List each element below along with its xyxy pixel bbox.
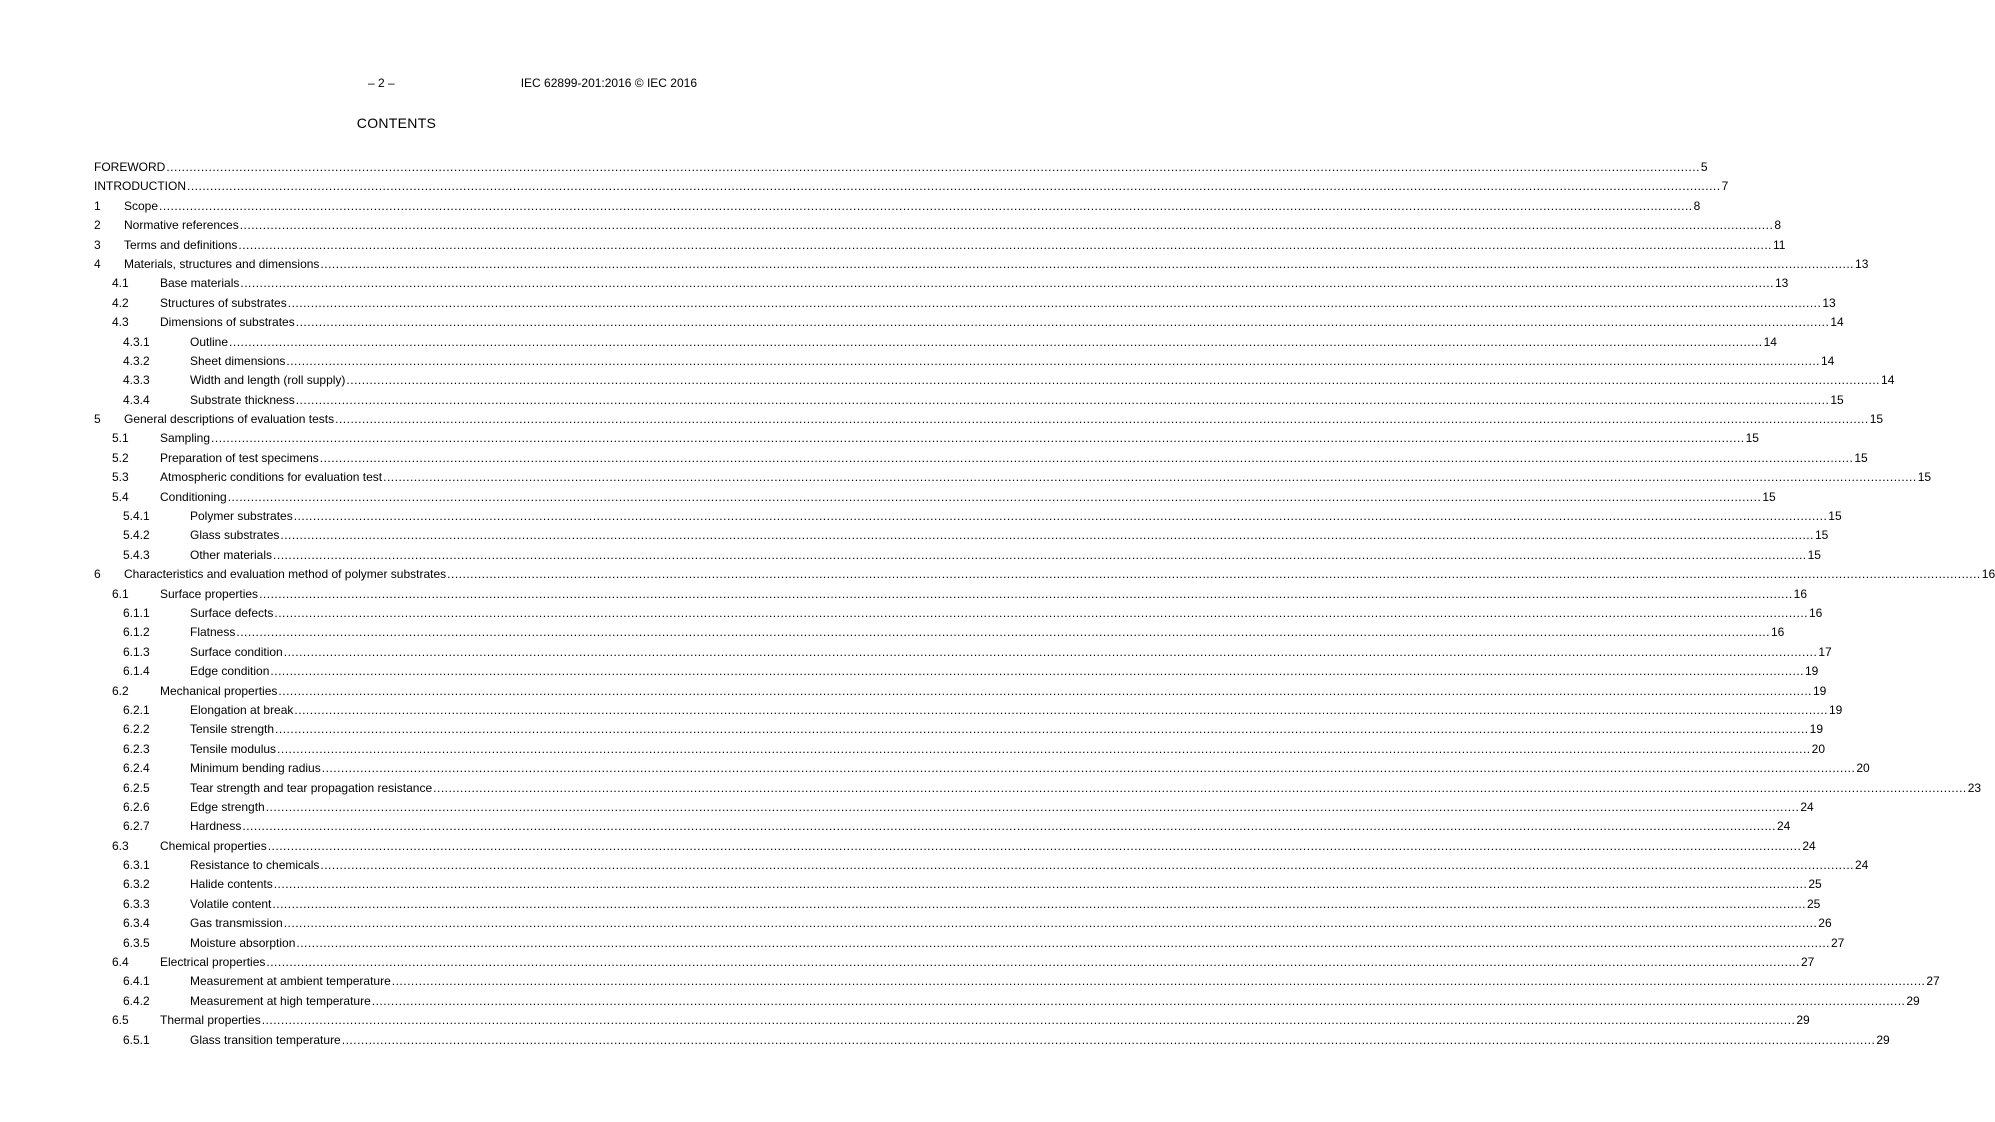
toc-page-number: 25 (1807, 896, 1821, 911)
toc-section-number: 6.1.2 (123, 625, 150, 640)
toc-section-title: Minimum bending radius (190, 759, 322, 778)
toc-page-number: 19 (1829, 702, 1843, 717)
toc-dot-leader: ................................................................................................................................................................................................................................................................................................................................................................................................................ (159, 198, 1693, 213)
toc-entry[interactable] (94, 313, 1844, 332)
toc-entry[interactable] (94, 565, 1995, 584)
toc-section-title: Other materials (190, 546, 273, 565)
toc-section-title: Base materials (160, 274, 240, 293)
toc-entry-line (190, 817, 1791, 836)
toc-dot-leader: ................................................................................................................................................................................................................................................................................................................................................................................................................ (278, 683, 1812, 698)
toc-dot-leader: ................................................................................................................................................................................................................................................................................................................................................................................................................ (267, 838, 1802, 853)
toc-section-title: Elongation at break (190, 701, 294, 720)
toc-section-number: 6.4.2 (123, 993, 150, 1008)
toc-page-number: 19 (1809, 722, 1823, 737)
toc-section-title: Measurement at high temperature (190, 992, 372, 1011)
toc-section-number: 5.4 (112, 489, 129, 504)
toc-page-number: 15 (1814, 528, 1829, 543)
toc-entry-line (160, 953, 1815, 972)
document-reference: IEC 62899-201:2016 © IEC 2016 (520, 76, 697, 90)
toc-entry-line (160, 682, 1827, 701)
toc-section-title: Glass transition temperature (190, 1031, 342, 1050)
toc-entry-line (160, 1011, 1810, 1030)
toc-section-number: 6.5 (112, 1013, 129, 1028)
toc-entry[interactable] (94, 779, 1982, 798)
toc-section-title: Measurement at ambient temperature (190, 972, 392, 991)
toc-section-number: 4.3.1 (123, 334, 150, 349)
toc-entry[interactable] (94, 294, 1836, 313)
toc-section-number: 5.2 (112, 450, 129, 465)
toc-entry-line (160, 468, 1932, 487)
toc-entry[interactable] (94, 158, 1708, 177)
toc-section-number: 6.3.1 (123, 858, 150, 873)
toc-section-title: Normative references (124, 216, 240, 235)
toc-entry[interactable] (94, 507, 1842, 526)
toc-dot-leader: ................................................................................................................................................................................................................................................................................................................................................................................................................ (296, 935, 1830, 950)
toc-section-number: 4.3.2 (123, 353, 150, 368)
toc-section-title: General descriptions of evaluation tests (124, 410, 335, 429)
toc-page-number: 13 (1774, 276, 1789, 291)
toc-section-number: 6.2.4 (123, 761, 150, 776)
toc-dot-leader: ................................................................................................................................................................................................................................................................................................................................................................................................................ (240, 276, 1774, 291)
toc-entry[interactable] (94, 604, 1823, 623)
toc-entry[interactable] (94, 585, 1808, 604)
toc-section-title: Surface properties (160, 585, 259, 604)
toc-entry-line (190, 720, 1823, 739)
toc-entry[interactable] (94, 643, 1832, 662)
toc-section-number: 6.4 (112, 955, 129, 970)
toc-page-number: 19 (1813, 683, 1827, 698)
toc-entry-line (190, 798, 1814, 817)
toc-section-number: 6.2.5 (123, 780, 150, 795)
table-of-contents (94, 158, 1995, 1050)
toc-dot-leader: ................................................................................................................................................................................................................................................................................................................................................................................................................ (273, 547, 1807, 562)
toc-entry[interactable] (94, 798, 1814, 817)
toc-section-title: Electrical properties (160, 953, 266, 972)
toc-entry-line (124, 216, 1781, 235)
toc-page-number: 15 (1745, 431, 1759, 446)
toc-section-number: 6.2.7 (123, 819, 150, 834)
toc-section-number: 6.1 (112, 586, 129, 601)
toc-section-title: Tensile strength (190, 720, 275, 739)
toc-page-number: 5 (1700, 160, 1708, 174)
toc-dot-leader: ................................................................................................................................................................................................................................................................................................................................................................................................................ (320, 256, 1855, 271)
toc-entry-line (190, 526, 1829, 545)
toc-section-number: 6.2.6 (123, 799, 150, 814)
toc-entry[interactable] (94, 720, 1823, 739)
toc-entry-line (124, 565, 1995, 584)
toc-page-number: 16 (1793, 586, 1808, 601)
toc-page-number: 14 (1763, 334, 1777, 349)
toc-dot-leader: ................................................................................................................................................................................................................................................................................................................................................................................................................ (238, 237, 1772, 252)
toc-dot-leader: ................................................................................................................................................................................................................................................................................................................................................................................................................ (319, 450, 1854, 465)
toc-section-number: 6.1.4 (123, 664, 150, 679)
toc-entry-line (190, 604, 1823, 623)
toc-page-number: 11 (1772, 237, 1786, 252)
toc-dot-leader: ................................................................................................................................................................................................................................................................................................................................................................................................................ (335, 412, 1869, 427)
toc-section-number: 6.2.3 (123, 741, 150, 756)
toc-page-number: 20 (1811, 741, 1825, 756)
toc-dot-leader: ................................................................................................................................................................................................................................................................................................................................................................................................................ (272, 896, 1806, 911)
toc-entry-line (190, 992, 1920, 1011)
toc-section-title: Edge condition (190, 662, 270, 681)
toc-dot-leader: ................................................................................................................................................................................................................................................................................................................................................................................................................ (239, 218, 1774, 233)
toc-entry-line (190, 662, 1819, 681)
toc-entry[interactable] (94, 1031, 1890, 1050)
toc-entry-line (190, 895, 1821, 914)
toc-section-number: 6 (94, 567, 101, 582)
toc-page-number: 29 (1876, 1032, 1890, 1047)
toc-page-number: 15 (1762, 489, 1776, 504)
toc-entry[interactable] (94, 255, 1869, 274)
toc-dot-leader: ................................................................................................................................................................................................................................................................................................................................................................................................................ (270, 664, 1804, 679)
toc-entry-line (190, 856, 1869, 875)
toc-page-number: 15 (1869, 412, 1884, 427)
toc-section-number: 6.3.2 (123, 877, 150, 892)
toc-page-number: 7 (1721, 179, 1729, 194)
toc-entry-line (160, 294, 1836, 313)
toc-entry[interactable] (94, 934, 1845, 953)
toc-section-title: Chemical properties (160, 837, 268, 856)
toc-dot-leader: ................................................................................................................................................................................................................................................................................................................................................................................................................ (277, 741, 1811, 756)
toc-section-number: 6.2.2 (123, 722, 150, 737)
toc-section-title: Sheet dimensions (190, 352, 286, 371)
toc-section-number: 6.3.5 (123, 935, 150, 950)
toc-section-title: Conditioning (160, 488, 228, 507)
toc-page-number: 27 (1800, 955, 1815, 970)
toc-dot-leader: ................................................................................................................................................................................................................................................................................................................................................................................................................ (383, 470, 1917, 485)
toc-section-title: Gas transmission (190, 914, 284, 933)
toc-page-number: 16 (1770, 625, 1785, 640)
toc-entry[interactable] (94, 759, 1870, 778)
toc-section-title: Scope (124, 197, 159, 216)
toc-entry-line (190, 352, 1835, 371)
toc-dot-leader: ................................................................................................................................................................................................................................................................................................................................................................................................................ (346, 373, 1881, 388)
toc-page-number: 16 (1981, 567, 1995, 582)
toc-entry[interactable] (94, 352, 1835, 371)
toc-entry[interactable] (94, 914, 1832, 933)
toc-section-title: Edge strength (190, 798, 266, 817)
toc-section-title: INTRODUCTION (94, 177, 187, 196)
toc-page-number: 13 (1855, 256, 1869, 271)
toc-page-number: 24 (1776, 819, 1791, 834)
toc-page-number: 27 (1830, 935, 1845, 950)
toc-section-title: Moisture absorption (190, 934, 296, 953)
toc-section-title: Halide contents (190, 875, 274, 894)
page-title: CONTENTS (356, 115, 437, 131)
toc-entry-line (160, 429, 1759, 448)
toc-entry[interactable] (94, 216, 1781, 235)
toc-section-number: 4.3.3 (123, 373, 150, 388)
toc-section-title: Sampling (160, 429, 211, 448)
toc-section-number: 5 (94, 412, 101, 427)
toc-page-number: 8 (1693, 198, 1701, 213)
page-number: – 2 – (368, 76, 395, 90)
toc-section-title: Surface condition (190, 643, 284, 662)
toc-entry[interactable] (94, 953, 1815, 972)
toc-page-number: 14 (1881, 373, 1895, 388)
toc-page-number: 24 (1854, 858, 1869, 873)
toc-dot-leader: ................................................................................................................................................................................................................................................................................................................................................................................................................ (280, 528, 1814, 543)
toc-entry[interactable] (94, 837, 1816, 856)
toc-dot-leader: ................................................................................................................................................................................................................................................................................................................................................................................................................ (265, 799, 1800, 814)
toc-entry-line (190, 371, 1895, 390)
toc-section-number: 5.4.1 (123, 509, 150, 524)
toc-entry-line (190, 1031, 1890, 1050)
toc-entry[interactable] (94, 740, 1825, 759)
toc-section-title: Outline (190, 333, 229, 352)
toc-entry-line (160, 449, 1868, 468)
toc-section-number: 6.2.1 (123, 702, 150, 717)
toc-page-number: 24 (1800, 799, 1814, 814)
toc-page-number: 15 (1917, 470, 1932, 485)
toc-entry[interactable] (94, 701, 1843, 720)
toc-page-number: 13 (1822, 295, 1836, 310)
toc-section-title: Materials, structures and dimensions (124, 255, 320, 274)
toc-section-title: Volatile content (190, 895, 272, 914)
toc-section-title: Flatness (190, 623, 236, 642)
toc-section-title: Resistance to chemicals (190, 856, 320, 875)
toc-page-number: 15 (1828, 509, 1842, 524)
toc-entry[interactable] (94, 488, 1776, 507)
toc-entry-line (190, 546, 1821, 565)
toc-section-title: Terms and definitions (124, 236, 238, 255)
toc-dot-leader: ................................................................................................................................................................................................................................................................................................................................................................................................................ (166, 160, 1700, 174)
toc-section-number: 2 (94, 218, 101, 233)
toc-page-number: 20 (1856, 761, 1870, 776)
toc-section-number: 6.3.4 (123, 916, 150, 931)
toc-entry-line (124, 410, 1884, 429)
toc-section-number: 1 (94, 198, 101, 213)
toc-page-number: 17 (1818, 644, 1832, 659)
toc-section-title: Preparation of test specimens (160, 449, 320, 468)
toc-entry[interactable] (94, 333, 1777, 352)
toc-entry[interactable] (94, 546, 1821, 565)
toc-entry-line (160, 274, 1789, 293)
toc-dot-leader: ................................................................................................................................................................................................................................................................................................................................................................................................................ (293, 509, 1828, 524)
toc-entry[interactable] (94, 468, 1932, 487)
toc-dot-leader: ................................................................................................................................................................................................................................................................................................................................................................................................................ (433, 780, 1967, 795)
toc-page-number: 25 (1808, 877, 1822, 892)
toc-page-number: 8 (1774, 218, 1781, 233)
toc-dot-leader: ................................................................................................................................................................................................................................................................................................................................................................................................................ (391, 974, 1926, 989)
toc-section-title: Glass substrates (190, 526, 280, 545)
toc-entry-line (190, 623, 1785, 642)
toc-dot-leader: ................................................................................................................................................................................................................................................................................................................................................................................................................ (283, 916, 1818, 931)
toc-entry-line (190, 779, 1982, 798)
toc-entry-line (160, 313, 1844, 332)
toc-section-title: Atmospheric conditions for evaluation test (160, 468, 383, 487)
toc-entry[interactable] (94, 371, 1895, 390)
toc-page-number: 19 (1805, 664, 1819, 679)
toc-entry[interactable] (94, 992, 1920, 1011)
toc-entry[interactable] (94, 274, 1789, 293)
toc-section-number: 6.3 (112, 838, 129, 853)
toc-entry-line (160, 585, 1808, 604)
toc-section-number: 6.4.1 (123, 974, 150, 989)
toc-section-number: 6.1.1 (123, 605, 150, 620)
toc-entry[interactable] (94, 429, 1759, 448)
toc-entry[interactable] (94, 391, 1844, 410)
toc-entry-line (190, 875, 1822, 894)
toc-entry[interactable] (94, 1011, 1810, 1030)
toc-page-number: 15 (1830, 392, 1844, 407)
toc-dot-leader: ................................................................................................................................................................................................................................................................................................................................................................................................................ (211, 431, 1745, 446)
toc-page-number: 23 (1967, 780, 1982, 795)
toc-section-number: 4.1 (112, 276, 129, 291)
toc-section-number: 6.2 (112, 683, 129, 698)
toc-entry-line (190, 934, 1845, 953)
toc-dot-leader: ................................................................................................................................................................................................................................................................................................................................................................................................................ (236, 625, 1770, 640)
toc-section-number: 4 (94, 256, 101, 271)
toc-section-title: Thermal properties (160, 1011, 262, 1030)
toc-page-number: 15 (1854, 450, 1868, 465)
toc-section-number: 6.3.3 (123, 896, 150, 911)
toc-section-title: Tear strength and tear propagation resistance (190, 779, 433, 798)
toc-dot-leader: ................................................................................................................................................................................................................................................................................................................................................................................................................ (261, 1013, 1796, 1028)
toc-section-number: 6.5.1 (123, 1032, 150, 1047)
toc-dot-leader: ................................................................................................................................................................................................................................................................................................................................................................................................................ (321, 761, 1856, 776)
toc-page-number: 14 (1830, 315, 1844, 330)
toc-dot-leader: ................................................................................................................................................................................................................................................................................................................................................................................................................ (283, 644, 1818, 659)
toc-section-title: Characteristics and evaluation method of polymer substrates (124, 565, 447, 584)
toc-dot-leader: ................................................................................................................................................................................................................................................................................................................................................................................................................ (275, 722, 1809, 737)
toc-entry-line (190, 391, 1844, 410)
page-header (0, 76, 793, 92)
toc-dot-leader: ................................................................................................................................................................................................................................................................................................................................................................................................................ (295, 315, 1830, 330)
toc-page-number: 27 (1926, 974, 1940, 989)
toc-dot-leader: ................................................................................................................................................................................................................................................................................................................................................................................................................ (227, 489, 1762, 504)
toc-page-number: 29 (1906, 993, 1920, 1008)
toc-entry-line (190, 972, 1940, 991)
toc-entry[interactable] (94, 197, 1701, 216)
toc-dot-leader: ................................................................................................................................................................................................................................................................................................................................................................................................................ (294, 702, 1828, 717)
toc-entry-line (190, 701, 1843, 720)
toc-entry-line (190, 914, 1832, 933)
toc-dot-leader: ................................................................................................................................................................................................................................................................................................................................................................................................................ (187, 179, 1721, 194)
toc-section-title: FOREWORD (94, 158, 166, 177)
toc-dot-leader: ................................................................................................................................................................................................................................................................................................................................................................................................................ (274, 605, 1808, 620)
toc-section-number: 3 (94, 237, 101, 252)
toc-entry[interactable] (94, 526, 1829, 545)
toc-entry[interactable] (94, 817, 1791, 836)
toc-section-number: 6.1.3 (123, 644, 150, 659)
toc-entry-line (124, 236, 1786, 255)
toc-entry[interactable] (94, 875, 1822, 894)
toc-page-number: 24 (1802, 838, 1816, 853)
toc-dot-leader: ................................................................................................................................................................................................................................................................................................................................................................................................................ (320, 858, 1854, 873)
toc-entry-line (124, 197, 1701, 216)
toc-section-title: Mechanical properties (160, 682, 278, 701)
toc-section-title: Substrate thickness (190, 391, 296, 410)
toc-dot-leader: ................................................................................................................................................................................................................................................................................................................................................................................................................ (447, 567, 1981, 582)
toc-dot-leader: ................................................................................................................................................................................................................................................................................................................................................................................................................ (266, 955, 1800, 970)
toc-page-number: 29 (1796, 1013, 1810, 1028)
toc-section-title: Polymer substrates (190, 507, 294, 526)
toc-page-number: 14 (1820, 353, 1835, 368)
toc-entry-line (160, 837, 1816, 856)
toc-dot-leader: ................................................................................................................................................................................................................................................................................................................................................................................................................ (242, 819, 1776, 834)
toc-dot-leader: ................................................................................................................................................................................................................................................................................................................................................................................................................ (287, 295, 1822, 310)
toc-section-number: 4.3.4 (123, 392, 150, 407)
toc-section-title: Structures of substrates (160, 294, 288, 313)
toc-entry-line (190, 333, 1777, 352)
toc-section-title: Tensile modulus (190, 740, 277, 759)
toc-entry-line (94, 177, 1729, 196)
toc-section-number: 5.1 (112, 431, 129, 446)
toc-dot-leader: ................................................................................................................................................................................................................................................................................................................................................................................................................ (229, 334, 1763, 349)
toc-entry[interactable] (94, 177, 1729, 196)
toc-page-number: 15 (1807, 547, 1821, 562)
toc-entry[interactable] (94, 682, 1827, 701)
toc-section-number: 4.3 (112, 315, 129, 330)
toc-entry-line (94, 158, 1708, 177)
toc-dot-leader: ................................................................................................................................................................................................................................................................................................................................................................................................................ (286, 353, 1820, 368)
toc-page-number: 26 (1818, 916, 1832, 931)
toc-dot-leader: ................................................................................................................................................................................................................................................................................................................................................................................................................ (341, 1032, 1876, 1047)
toc-entry[interactable] (94, 410, 1884, 429)
toc-dot-leader: ................................................................................................................................................................................................................................................................................................................................................................................................................ (273, 877, 1808, 892)
toc-entry-line (190, 643, 1832, 662)
toc-entry-line (190, 507, 1842, 526)
toc-section-number: 5.4.2 (123, 528, 150, 543)
toc-entry-line (190, 740, 1825, 759)
toc-section-title: Width and length (roll supply) (190, 371, 346, 390)
toc-dot-leader: ................................................................................................................................................................................................................................................................................................................................................................................................................ (295, 392, 1830, 407)
toc-entry[interactable] (94, 895, 1821, 914)
toc-page-number: 16 (1808, 605, 1823, 620)
toc-section-title: Surface defects (190, 604, 274, 623)
toc-section-number: 5.3 (112, 470, 129, 485)
toc-entry[interactable] (94, 623, 1785, 642)
toc-dot-leader: ................................................................................................................................................................................................................................................................................................................................................................................................................ (259, 586, 1793, 601)
toc-entry-line (124, 255, 1869, 274)
toc-section-title: Dimensions of substrates (160, 313, 296, 332)
toc-entry-line (190, 759, 1870, 778)
toc-dot-leader: ................................................................................................................................................................................................................................................................................................................................................................................................................ (371, 993, 1906, 1008)
toc-section-title: Hardness (190, 817, 242, 836)
toc-section-number: 4.2 (112, 295, 129, 310)
toc-entry[interactable] (94, 856, 1869, 875)
toc-entry[interactable] (94, 449, 1868, 468)
toc-entry-line (160, 488, 1776, 507)
toc-entry[interactable] (94, 662, 1819, 681)
toc-section-number: 5.4.3 (123, 547, 150, 562)
toc-entry[interactable] (94, 972, 1940, 991)
toc-entry[interactable] (94, 236, 1786, 255)
